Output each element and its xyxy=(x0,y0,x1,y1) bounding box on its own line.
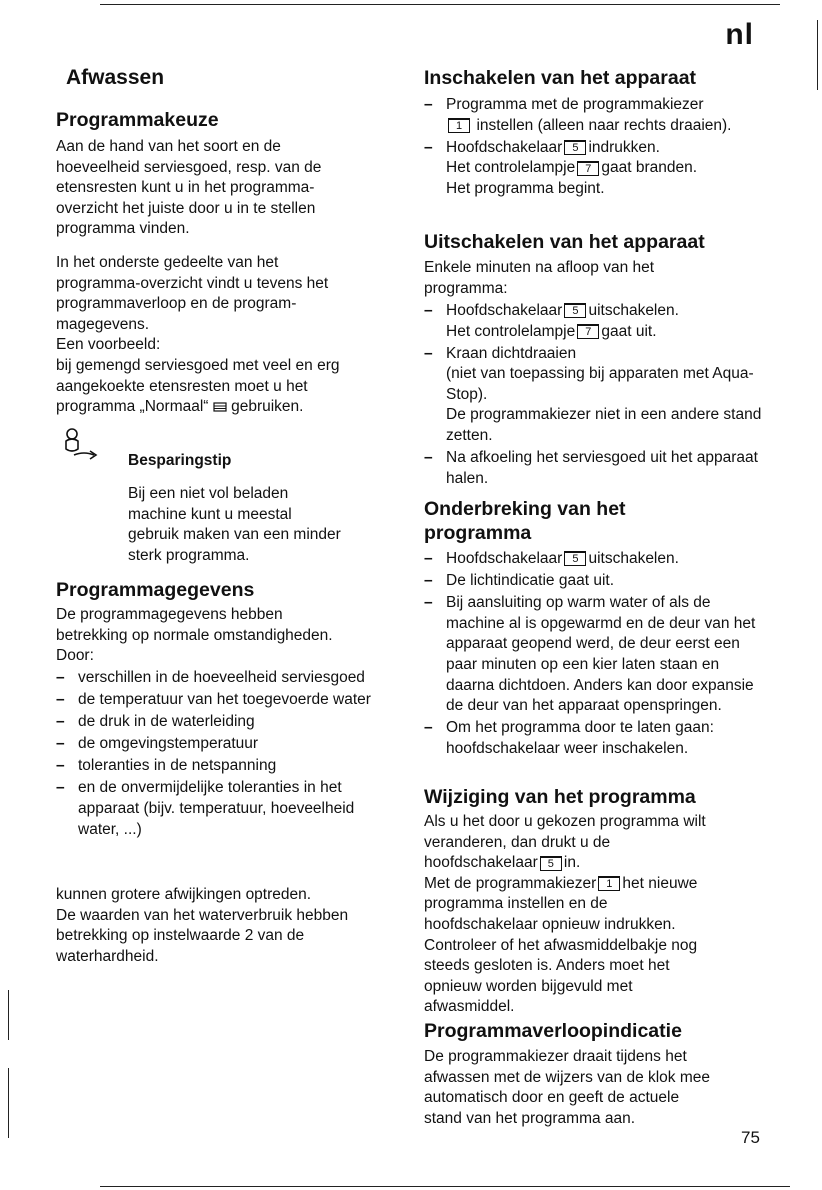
margin-line-left xyxy=(8,990,9,1040)
uitschakelen-intro: Enkele minuten na afloop van het programma: xyxy=(424,259,655,297)
margin-line-right xyxy=(817,20,818,90)
list-item: – toleranties in de netspanning xyxy=(56,756,376,777)
heading-programmakeuze: Programmakeuze xyxy=(56,109,219,131)
program-selector-key: 1 xyxy=(448,118,470,133)
heading-wijziging: Wijziging van het programma xyxy=(424,786,696,808)
list-item: – de druk in de waterleiding xyxy=(56,712,376,733)
uitschakelen-list xyxy=(424,301,769,491)
list-item: – Bij aansluiting op warm water of als de machine al is opgewarmd en de deur van het apparaat geopend werd, de deur eerst een paar minuten op een kier laten staan en daarna dichtdoen. Anders kan door expansie de deur van het apparaat openspringen. xyxy=(424,593,759,717)
indicator-lamp-key: 7 xyxy=(577,324,599,339)
list-item: – Programma met de programmakiezer 1 instellen (alleen naar rechts draaien). xyxy=(424,95,769,136)
normal-program-icon xyxy=(213,401,227,413)
list-item: – Kraan dichtdraaien (niet van toepassing bij apparaten met Aqua-Stop). De programmakiezer niet in een andere stand zetten. xyxy=(424,344,769,447)
heading-programmaverloop: Programmaverloopindicatie xyxy=(424,1020,682,1042)
bottom-rule xyxy=(100,1186,790,1187)
list-item: – De lichtindicatie gaat uit. xyxy=(424,571,759,592)
language-label: nl xyxy=(725,18,754,51)
tip-text: Bij een niet vol beladen machine kunt u meestal gebruik maken van een minder sterk programma. xyxy=(128,485,341,564)
main-switch-key: 5 xyxy=(564,140,586,155)
programmagegevens-list xyxy=(56,668,376,842)
list-item: – verschillen in de hoeveelheid serviesgoed xyxy=(56,668,376,689)
programmakeuze-para2: In het onderste gedeelte van het programma-overzicht vindt u tevens het programmaverloop en de program- magegevens. Een voorbeeld: bij gemengd serviesgoed met veel en erg aangekoekte etensresten moet u het programma „Normaal“ gebruiken. xyxy=(56,254,340,416)
savings-tip-icon xyxy=(60,427,104,463)
list-item: – Na afkoeling het serviesgoed uit het apparaat halen. xyxy=(424,448,769,489)
inschakelen-list xyxy=(424,95,769,201)
programmagegevens-outro: kunnen grotere afwijkingen optreden. De waarden van het waterverbruik hebben betrekking op instelwaarde 2 van de waterhardheid. xyxy=(56,886,349,965)
heading-programmagegevens: Programmagegevens xyxy=(56,579,255,601)
wijziging-text: Als u het door u gekozen programma wilt veranderen, dan drukt u de hoofdschakelaar 5 in. Met de programmakiezer 1 het nieuwe programma instellen en de hoofdschakelaar opnieuw indrukken. Controleer of het afwasmiddelbakje nog steeds gesloten is. Anders moet het opnieuw worden bijgevuld met afwasmiddel. xyxy=(424,813,706,1016)
main-switch-key: 5 xyxy=(564,303,586,318)
indicator-lamp-key: 7 xyxy=(577,161,599,176)
programmakeuze-para1: Aan de hand van het soort en de hoeveelheid serviesgoed, resp. van de etensresten kunt u in het programma- overzicht het juiste door u in te stellen programma vinden. xyxy=(56,138,322,238)
tip-title: Besparingstip xyxy=(128,452,232,469)
main-switch-key: 5 xyxy=(540,856,562,871)
top-rule xyxy=(100,4,780,5)
program-selector-key: 1 xyxy=(598,876,620,891)
section-title-afwassen: Afwassen xyxy=(66,66,165,89)
programmaverloop-text: De programmakiezer draait tijdens het afwassen met de wijzers van de klok mee automatisch door en geeft de actuele stand van het programma aan. xyxy=(424,1048,711,1127)
onderbreking-list xyxy=(424,549,759,761)
heading-uitschakelen: Uitschakelen van het apparaat xyxy=(424,231,705,253)
page-number: 75 xyxy=(741,1128,760,1147)
main-switch-key: 5 xyxy=(564,551,586,566)
list-item: – Hoofdschakelaar 5 uitschakelen. xyxy=(424,549,759,570)
margin-line-left-2 xyxy=(8,1068,9,1138)
list-item: – de omgevingstemperatuur xyxy=(56,734,376,755)
list-item: – Hoofdschakelaar 5 uitschakelen. Het controlelampje 7 gaat uit. xyxy=(424,301,769,342)
heading-inschakelen: Inschakelen van het apparaat xyxy=(424,67,697,89)
programmagegevens-intro: De programmagegevens hebben betrekking op normale omstandigheden. Door: xyxy=(56,606,333,665)
list-item: – en de onvermijdelijke toleranties in het apparaat (bijv. temperatuur, hoeveelheid water, ...) xyxy=(56,778,376,840)
heading-onderbreking: Onderbreking van het programma xyxy=(424,498,626,544)
list-item: – Hoofdschakelaar 5 indrukken. Het controlelampje 7 gaat branden. Het programma begint. xyxy=(424,138,769,200)
list-item: – Om het programma door te laten gaan: hoofdschakelaar weer inschakelen. xyxy=(424,718,759,759)
list-item: – de temperatuur van het toegevoerde water xyxy=(56,690,376,711)
